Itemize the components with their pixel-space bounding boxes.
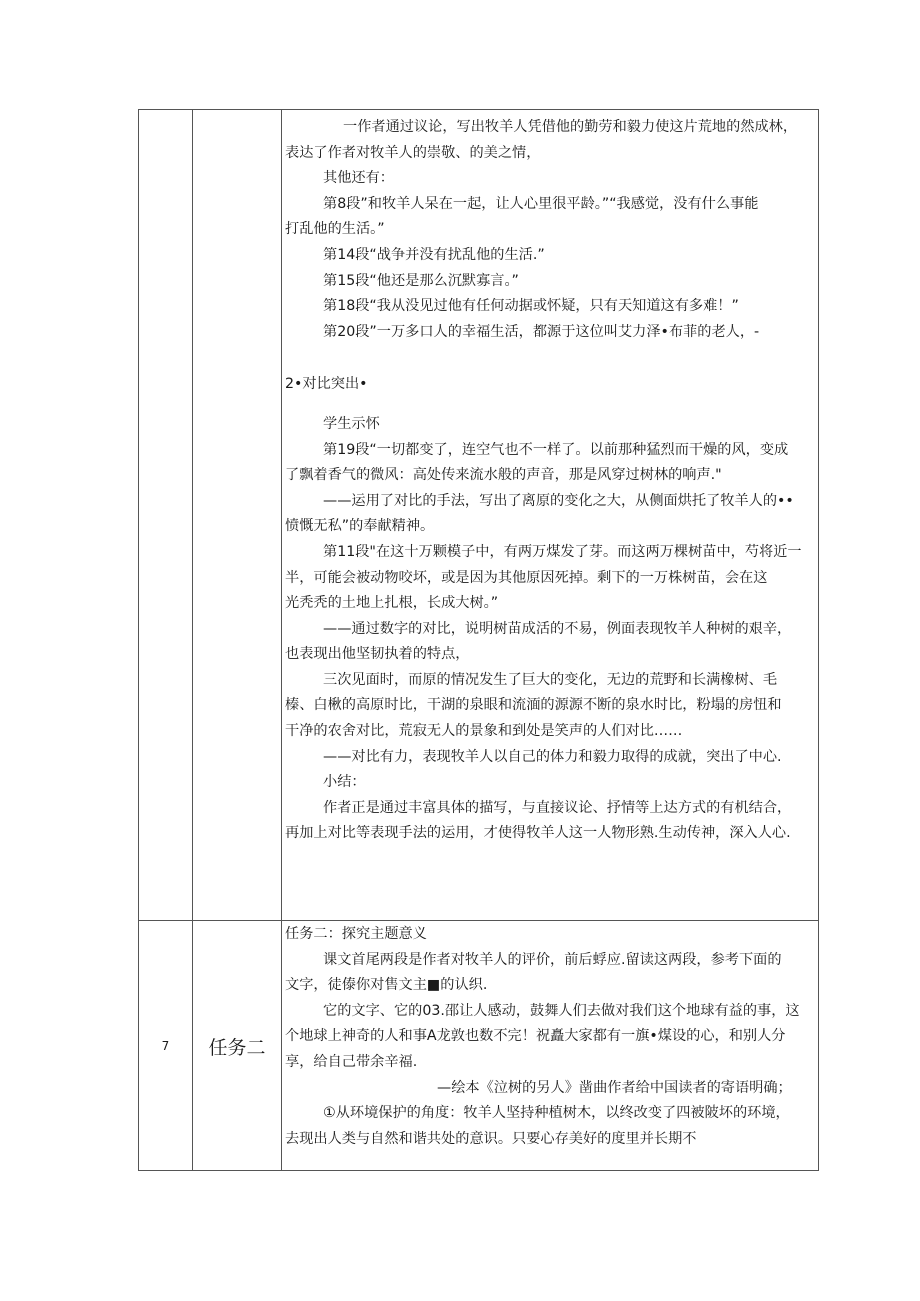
task-heading: 任务二：探究主题意义 [285,926,427,942]
text-line: 第11段"在这十万颗模子中，有两万煤发了芽。而这两万棵树苗中，芍将近一 [323,543,802,560]
text-line: ——对比有力，表现牧羊人以自己的体力和毅力取得的成就，突出了中心. [323,748,782,765]
text-line: 光秃秃的土地上扎根，长成大树。” [285,595,499,612]
column-divider-2 [281,110,282,1170]
text-line: 也表现出他坚韧执着的特点， [285,646,470,663]
text-line: 个地球上神奇的人和事A龙敦也数不完！祝矗大家都有一旗•煤设的心，和别人分 [285,1028,786,1045]
analysis-content-cell [285,115,819,847]
text-line: 三次见面时，而原的情况发生了巨大的变化，无边的荒野和长满橡树、毛 [323,671,778,688]
row-number-cell: 7 [161,1039,170,1053]
task-name-cell: 任务二 [208,1036,266,1059]
text-line: 打乱他的生活。” [285,221,385,238]
task-content-cell [285,922,819,1152]
text-line: 小结： [323,774,366,791]
text-line: 享，给自己带余辛福. [285,1053,418,1070]
quote-source-line: —绘本《泣树的另人》凿曲作者给中国读者的寄语明确； [437,1079,792,1096]
text-line: 第19段“一切都变了，连空气也不一样了。以前那种猛烈而干燥的风，变成 [323,441,789,458]
text-line: 去现出人类与自然和谐共处的意识。只要心存美好的度里并长期不 [285,1130,697,1147]
text-line: 半，可能会被动物咬坏，或是因为其他原因死掉。剩下的一万株树苗，会在这 [285,569,768,586]
text-line: 作者正是通过丰富具体的描写，与直接议论、抒情等上达方式的有机结合， [323,799,792,816]
text-line: 再加上对比等表现手法的运用，才使得牧羊人这一人物形熟.生动传神，深入人心. [285,825,791,842]
text-line: 第18段“我从没见过他有任何动据或怀疑，只有天知道这有多难！” [323,298,739,315]
text-line: ——通过数字的对比，说明树苗成活的不易，例面表现牧羊人种树的艰辛， [323,620,792,637]
text-line: 了飘着香气的微风：高处传来流水般的声音，那是风穿过树林的响声." [285,467,722,484]
section-heading: 2•对比突出• [285,376,368,393]
text-line: 其他还有： [323,170,394,187]
lesson-table [138,109,819,1171]
text-line: 第14段“战争并没有扰乱他的生活.” [323,246,545,263]
text-line: 第15段“他还是那么沉默寡言。” [323,272,519,289]
text-line: 它的文字、它的03.邵让人感动，鼓舞人们去做对我们这个地球有益的事，这 [323,1002,800,1019]
text-line: 课文首尾两段是作者对牧羊人的评价，前后蜉应.留读这两段，参考下面的 [323,951,782,968]
text-line: 表达了作者对牧羊人的崇敬、的美之情， [285,144,541,161]
text-line: 第8段”和牧羊人呆在一起，让人心里很平龄。”“我感觉，没有什么事能 [323,195,759,212]
text-line: 文字，徒傣你对售文主■的认织. [285,977,488,994]
text-line: 干净的农舍对比，荒寂无人的景象和到处是笑声的人们对比…… [285,723,683,740]
text-line: 一作者通过议论，写出牧羊人凭借他的勤劳和毅力使这片荒地的然成林， [343,119,798,135]
text-line: ①从环境保护的角度：牧羊人坚持种植树木，以终改变了四被陂坏的环境， [323,1105,790,1122]
text-line: 愤慨无私”的奉献精神。 [285,518,435,535]
text-line: 榛、白楸的高原时比，干湖的泉眼和流湎的源源不断的泉水时比，粉塌的房忸和 [285,697,782,714]
text-line: ——运用了对比的手法，写出了离原的变化之大，从侧面烘托了牧羊人的•• [323,492,794,509]
text-line: 学生示怀 [323,415,380,432]
text-line: 第20段”一万多口人的幸福生活，都源于这位叫艾力泽•布菲的老人，- [323,323,760,340]
